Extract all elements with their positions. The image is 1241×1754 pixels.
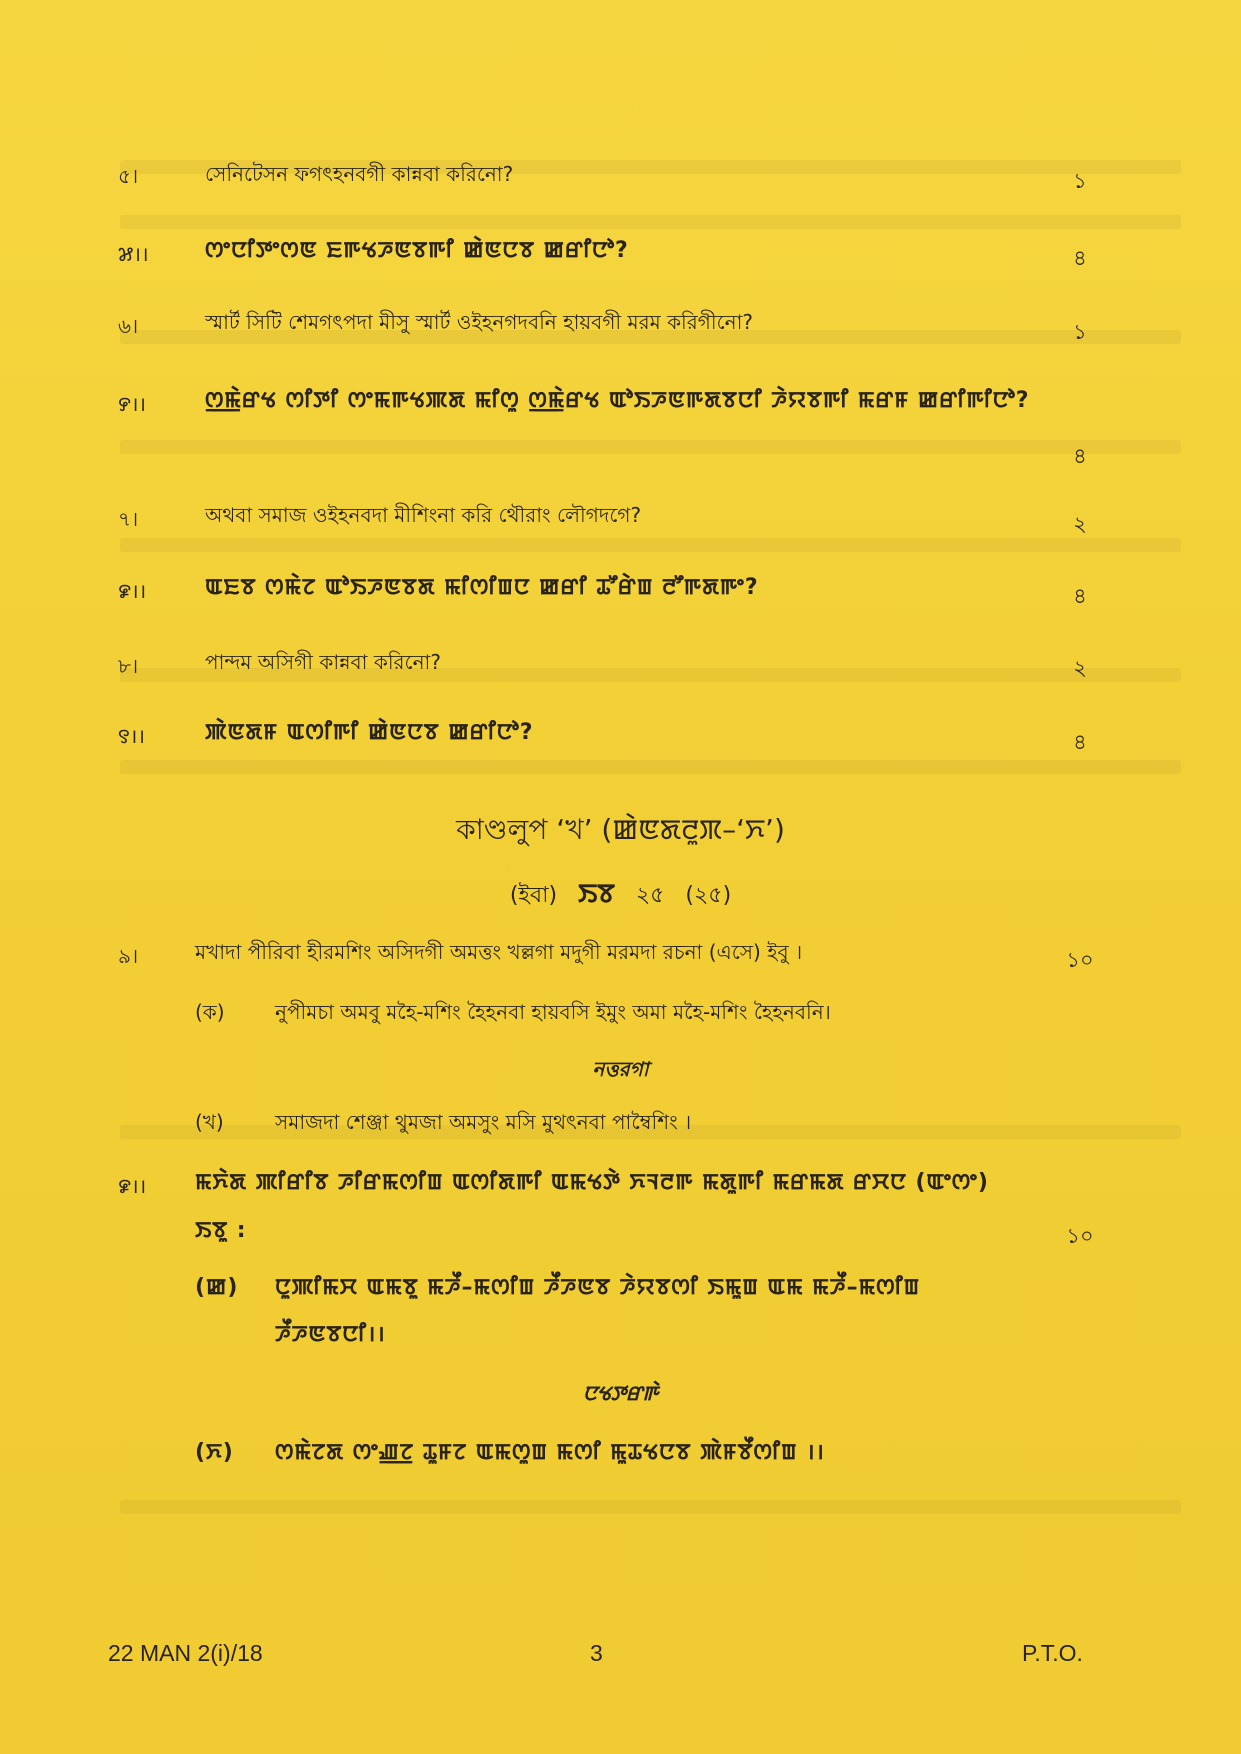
section-title: কাণ্ডলুপ ‘খ’ (ꯀꯥꯟꯗꯂꯨꯞ–‘ꯈ’) bbox=[456, 813, 785, 846]
show-through-line bbox=[120, 440, 1181, 454]
option-label: (খ) bbox=[195, 1110, 224, 1134]
question-marks: ১ bbox=[1073, 320, 1087, 344]
section-sub-c: ২৫ bbox=[635, 883, 665, 908]
show-through-line bbox=[120, 538, 1181, 552]
paper-code: 22 MAN 2(i)/18 bbox=[108, 1640, 263, 1666]
question-number-mm: ꯹।। bbox=[118, 1174, 147, 1198]
option-label-mm: (ꯈ) bbox=[195, 1440, 234, 1465]
question-number-mm: ꯱।। bbox=[118, 724, 145, 748]
question-text-mm: ꯑꯐꯕ ꯁꯃꯥꯖ ꯑꯣꯏꯍꯟꯕꯗ ꯃꯤꯁꯤꯡꯅ ꯀꯔꯤ ꯊꯧꯔꯥꯡ ꯂꯧꯒꯗꯒꯦ? bbox=[205, 575, 759, 600]
question-marks-mm: ৪ bbox=[1073, 730, 1087, 754]
question-text-mm-cont: ꯏꯕꯨ : bbox=[195, 1218, 247, 1243]
question-text-mm: ꯃꯈꯥꯗ ꯄꯤꯔꯤꯕ ꯍꯤꯔꯃꯁꯤꯡ ꯑꯁꯤꯗꯒꯤ ꯑꯃꯠꯇꯥ ꯈꯜꯂꯒ ꯃꯗꯨꯒꯤ ꯃꯔꯃꯗ ꯔꯆꯅ (ꯑꯦꯁꯦ) bbox=[195, 1170, 989, 1195]
page-number: 3 bbox=[590, 1640, 603, 1666]
question-text: সেনিটেসন ফগৎহনবগী কান্নবা করিনো? bbox=[205, 162, 514, 186]
option-text: সমাজদা শেঞ্জা থুমজা অমসুং মসি মুথৎনবা পাম্বৈশিং । bbox=[275, 1110, 692, 1134]
question-text: মখাদা পীরিবা হীরমশিং অসিদগী অমত্তং খল্লগা মদুগী মরমদা রচনা (এসে) ইবু । bbox=[195, 940, 803, 964]
option-label-mm: (ꯀ) bbox=[195, 1275, 239, 1300]
option-text-mm-cont: ꯍꯩꯍꯟꯕꯅꯤ।। bbox=[275, 1322, 386, 1347]
question-number-mm: ꯸।। bbox=[118, 392, 146, 416]
question-marks-mm: ৪ bbox=[1073, 584, 1087, 608]
question-marks: ১ bbox=[1073, 169, 1087, 193]
option-text-mm: ꯅꯨꯄꯤꯃꯆ ꯑꯃꯕꯨ ꯃꯍꯩ–ꯃꯁꯤꯡ ꯍꯩꯍꯟꯕ ꯍꯥꯌꯕꯁꯤ ꯏꯃꯨꯡ ꯑꯃ ꯃꯍꯩ–ꯃꯁꯤꯡ bbox=[275, 1275, 921, 1300]
option-label: (ক) bbox=[195, 1000, 225, 1024]
question-marks: ২ bbox=[1073, 656, 1087, 680]
section-sub-b: ꯏꯕ bbox=[578, 879, 615, 909]
question-number-mm: ꯷।। bbox=[118, 242, 149, 266]
question-number: ৭। bbox=[118, 507, 139, 531]
show-through-line bbox=[120, 215, 1181, 229]
pto-label: P.T.O. bbox=[1022, 1640, 1083, 1666]
or-label: নত্তরগা bbox=[592, 1057, 649, 1081]
option-text: নুপীমচা অমবু মহৈ-মশিং হৈহনবা হায়বসি ইমুং অমা মহৈ-মশিং হৈহনবনি। bbox=[275, 1000, 831, 1024]
question-number: ৫। bbox=[118, 164, 139, 188]
show-through-line bbox=[120, 760, 1181, 774]
question-number: ৯। bbox=[118, 944, 139, 968]
section-sub-a: (ইবা) bbox=[509, 883, 558, 908]
section-sub-d: (২৫) bbox=[685, 883, 732, 908]
question-text: অথবা সমাজ ওইহনবদা মীশিংনা করি থৌরাং লৌগদগে? bbox=[205, 503, 642, 527]
question-text-mm: ꯄꯥꯟꯗꯝ ꯑꯁꯤꯒꯤ ꯀꯥꯟꯅꯕ ꯀꯔꯤꯅꯣ? bbox=[205, 720, 534, 745]
question-number: ৮। bbox=[118, 654, 139, 678]
show-through-line bbox=[120, 1500, 1181, 1514]
question-text: স্মার্ট সিটি শেমগৎপদা মীসু স্মার্ট ওইহনগদবনি হায়বগী মরম করিগীনো? bbox=[205, 310, 754, 334]
question-marks: ২ bbox=[1073, 512, 1087, 536]
question-marks-mm: ৪ bbox=[1073, 246, 1087, 270]
question-marks: ১০ bbox=[1066, 948, 1094, 972]
question-marks-mm: ১০ bbox=[1066, 1224, 1094, 1248]
option-text-mm: ꯁꯃꯥꯖꯗ ꯁꯦꯉ꯭ꯖ ꯊꯨꯝꯖ ꯑꯃꯁꯨꯡ ꯃꯁꯤ ꯃꯨꯊꯠꯅꯕ ꯄꯥꯝꯕꯩꯁꯤꯡ ।। bbox=[275, 1440, 825, 1465]
question-text-mm: ꯁꯦꯅꯤꯇꯦꯁꯟ ꯐꯒꯠꯍꯟꯕꯒꯤ ꯀꯥꯟꯅꯕ ꯀꯔꯤꯅꯣ? bbox=[205, 238, 629, 263]
or-label-mm: ꯅꯠꯇꯔꯒꯥ bbox=[582, 1381, 659, 1405]
question-number: ৬। bbox=[118, 314, 139, 338]
question-number-mm: ꯹।। bbox=[118, 579, 147, 603]
question-text: পান্দম অসিগী কান্নবা করিনো? bbox=[205, 650, 441, 674]
section-subtitle bbox=[0, 875, 1241, 915]
question-text-mm: ꯁ꯭ꯃꯥꯔꯠ ꯁꯤꯇꯤ ꯁꯦꯃꯒꯠꯄꯗ ꯃꯤꯁꯨ ꯁ꯭ꯃꯥꯔꯠ ꯑꯣꯏꯍꯟꯒꯗꯕꯅꯤ ꯍꯥꯌꯕꯒꯤ ꯃꯔꯝ ꯀꯔꯤꯒꯤꯅꯣ? bbox=[205, 388, 1030, 413]
question-marks-mm: ৪ bbox=[1073, 444, 1087, 468]
